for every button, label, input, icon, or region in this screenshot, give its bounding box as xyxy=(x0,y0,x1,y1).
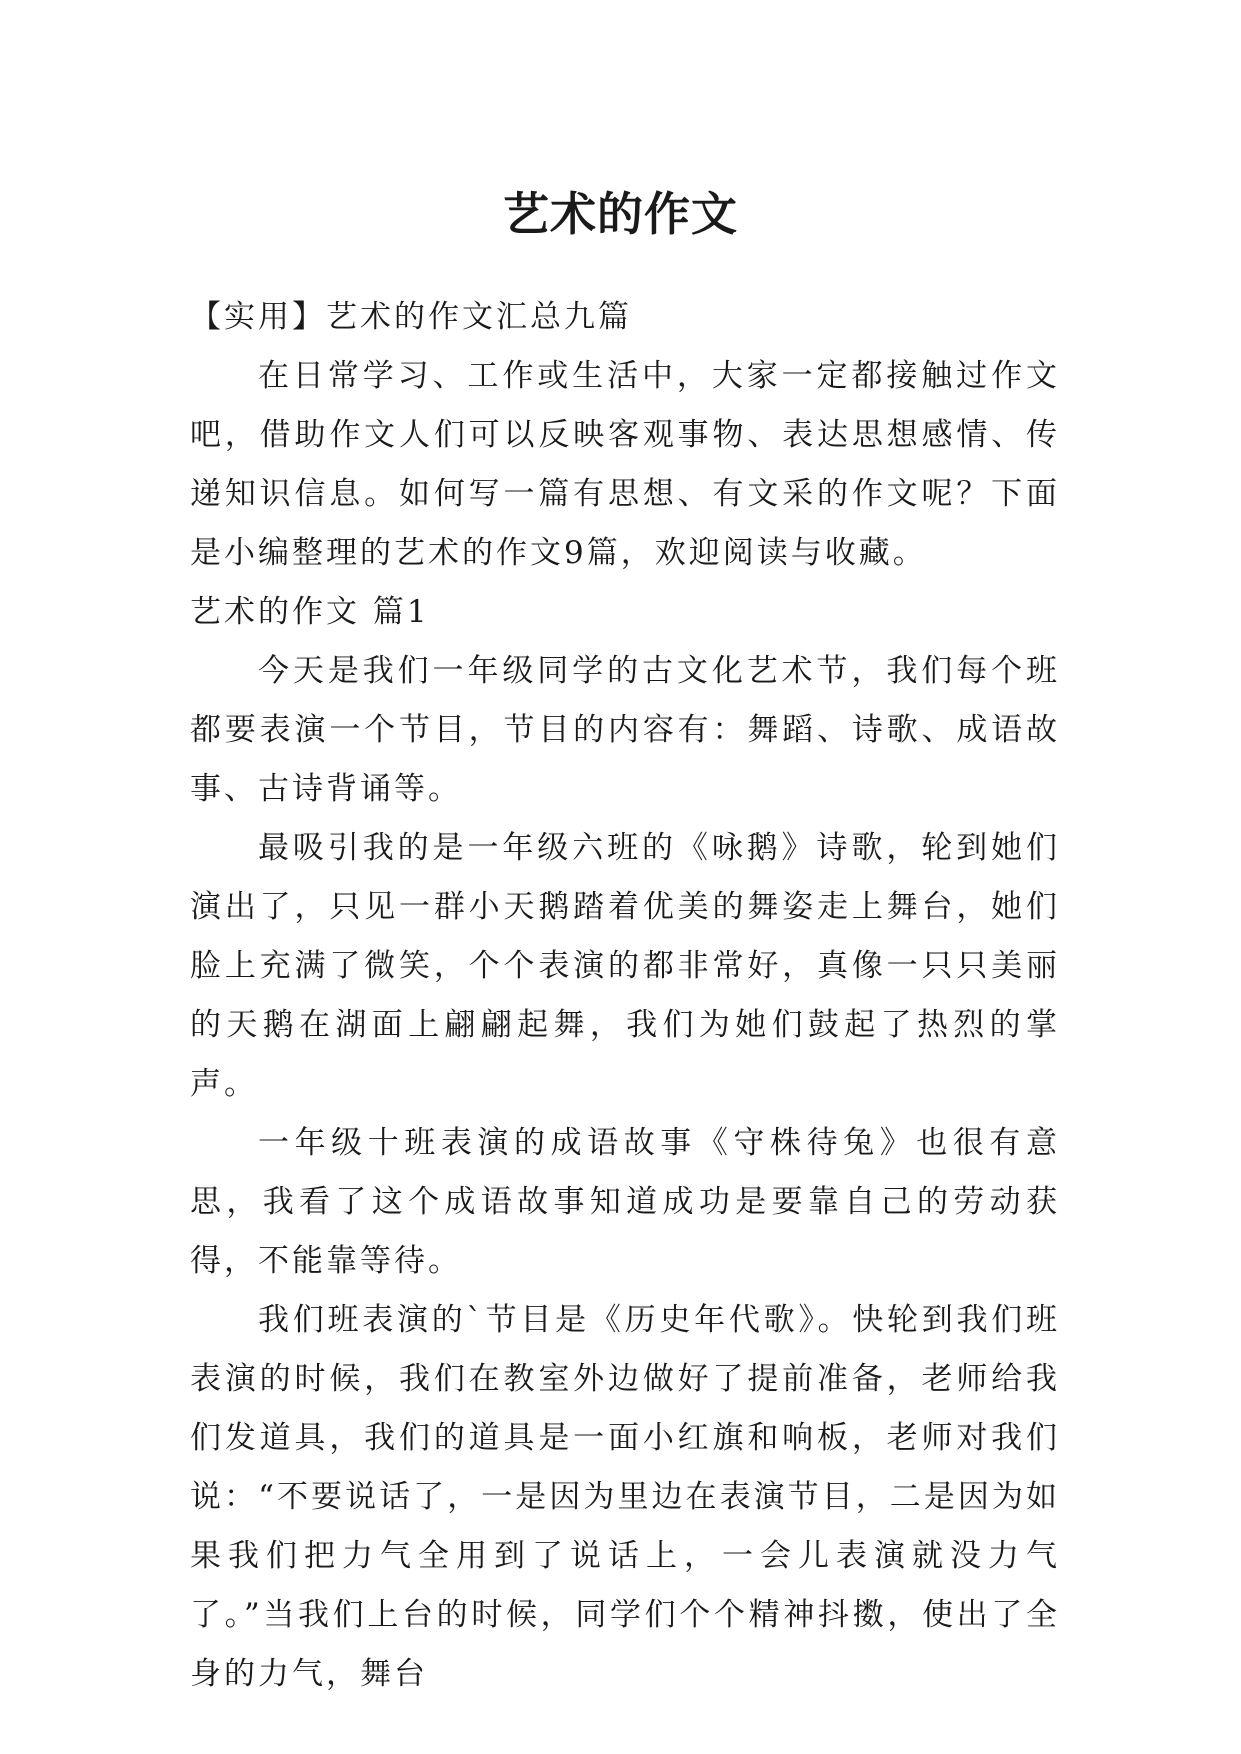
lead-line: 【实用】艺术的作文汇总九篇 xyxy=(190,299,632,335)
body-paragraph: 最吸引我的是一年级六班的《咏鹅》诗歌，轮到她们演出了，只见一群小天鹅踏着优美的舞姿走上舞台，她们脸上充满了微笑，个个表演的都非常好，真像一只只美丽的天鹅在湖面上翩翩起舞，我们为她们鼓起了热烈的掌声。 xyxy=(190,830,1060,1102)
document-title: 艺术的作文 xyxy=(503,186,738,241)
body-paragraph: 今天是我们一年级同学的古文化艺术节，我们每个班都要表演一个节目，节目的内容有：舞蹈、诗歌、成语故事、古诗背诵等。 xyxy=(190,653,1060,807)
body-paragraph: 一年级十班表演的成语故事《守株待兔》也很有意思，我看了这个成语故事知道成功是要靠自己的劳动获得，不能靠等待。 xyxy=(190,1125,1060,1279)
intro-paragraph: 在日常学习、工作或生活中，大家一定都接触过作文吧，借助作文人们可以反映客观事物、表达思想感情、传递知识信息。如何写一篇有思想、有文采的作文呢？下面是小编整理的艺术的作文9篇，欢迎阅读与收藏。 xyxy=(190,358,1060,571)
document-body xyxy=(190,288,1060,1704)
section-heading: 艺术的作文 篇1 xyxy=(190,594,430,630)
body-paragraph: 我们班表演的`节目是《历史年代歌》。快轮到我们班表演的时候，我们在教室外边做好了提前准备，老师给我们发道具，我们的道具是一面小红旗和响板，老师对我们说：“不要说话了，一是因为里边在表演节目，二是因为如果我们把力气全用到了说话上，一会儿表演就没力气了。”当我们上台的时候，同学们个个精神抖擞，使出了全身的力气，舞台 xyxy=(190,1302,1060,1692)
